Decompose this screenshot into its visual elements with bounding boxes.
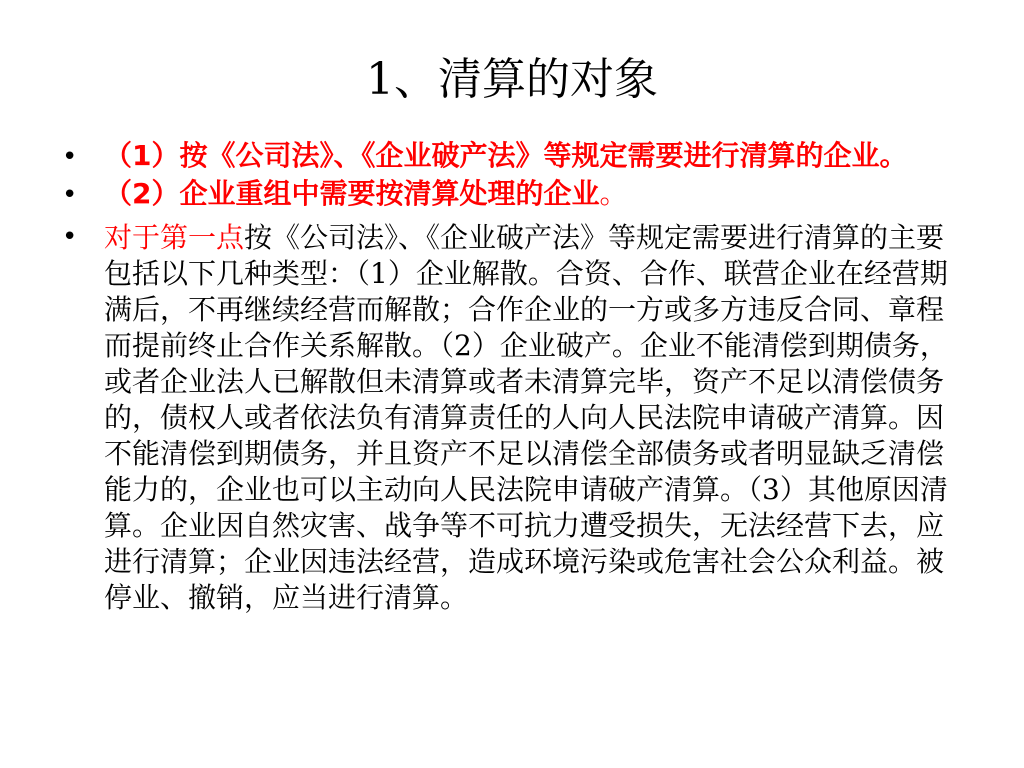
bullet-dot-icon: • [62,180,78,210]
bullet-dot-icon: • [62,222,78,252]
bullet-highlight-3: 对于第一点 [104,221,245,254]
slide-title: 1、清算的对象 [366,54,658,105]
bullet-text-1: （1）按《公司法》、《企业破产法》等规定需要进行清算的企业。 [104,139,908,172]
bullet-dot-icon: • [62,142,78,172]
bullet-item-3 [62,220,962,616]
bullet-item-2 [62,178,962,210]
bullet-text-2-end: 。 [599,177,628,210]
bullet-text-2: （2）企业重组中需要按清算处理的企业 [104,177,600,210]
bullet-item-1 [62,140,962,172]
bullet-list [62,140,962,616]
bullet-text-3: 按《公司法》、《企业破产法》等规定需要进行清算的主要包括以下几种类型：（1）企业解散。合资、合作、联营企业在经营期满后，不再继续经营而解散；合作企业的一方或多方违反合同、章程而提前终止合作关系解散。（2）企业破产。企业不能清偿到期债务，或者企业法人已解散但未清算或者未清算完毕，资产不足以清偿债务的，债权人或者依法负有清算责任的人向人民法院申请破产清算。因不能清偿到期债务，并且资产不足以清偿全部债务或者明显缺乏清偿能力的，企业也可以主动向人民法院申请破产清算。（3）其他原因清算。企业因自然灾害、战争等不可抗力遭受损失，无法经营下去，应进行清算；企业因违法经营，造成环境污染或危害社会公众利益。被停业、撤销，应当进行清算。 [104,221,948,614]
